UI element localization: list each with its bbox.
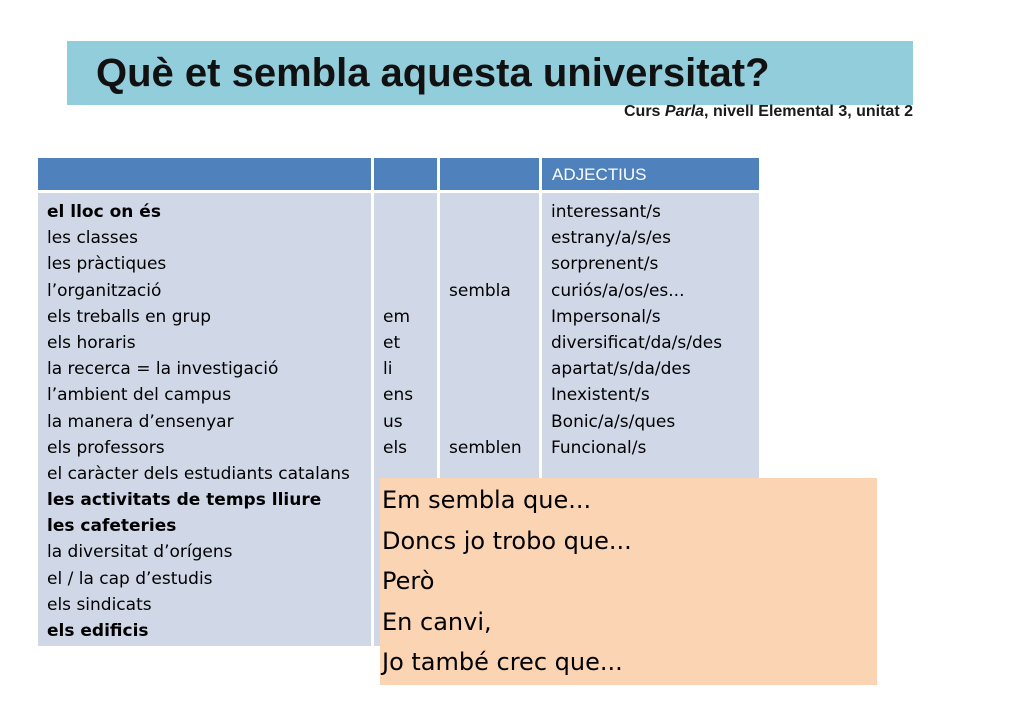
adjective-item: diversificat/da/s/des	[551, 332, 723, 353]
topic-item: l’ambient del campus	[47, 385, 232, 406]
topics-cell	[38, 193, 371, 646]
topic-item: els treballs en grup	[47, 306, 212, 327]
topic-item: les classes	[47, 228, 138, 249]
subtitle-course: Parla	[664, 103, 705, 120]
verb-item	[449, 199, 522, 225]
verb-item	[449, 356, 522, 382]
verbs-list	[449, 199, 522, 461]
pronoun-item	[383, 225, 413, 251]
pronoun-item	[383, 199, 413, 225]
topic-item: la recerca = la investigació	[47, 359, 279, 380]
adjective-item: Funcional/s	[551, 437, 647, 458]
verb-item	[449, 409, 522, 435]
header-cell-topics	[38, 158, 371, 190]
verb-item	[449, 330, 522, 356]
phrases-list	[382, 478, 632, 681]
topic-item: els professors	[47, 437, 165, 458]
pronoun-item: els	[383, 437, 408, 458]
adjective-item: Impersonal/s	[551, 306, 661, 327]
topic-item: els sindicats	[47, 594, 152, 615]
topic-item: la diversitat d’orígens	[47, 542, 233, 563]
topics-list	[47, 199, 350, 644]
adjective-item: curiós/a/os/es...	[551, 280, 685, 301]
topic-item: els edificis	[47, 621, 149, 641]
topic-item: la manera d’ensenyar	[47, 411, 234, 432]
pronoun-item: li	[383, 359, 393, 380]
adjectives-header: ADJECTIUS	[552, 165, 647, 184]
header-cell-adjectives	[542, 158, 759, 190]
topic-item: l’organització	[47, 280, 162, 301]
topic-item: les cafeteries	[47, 516, 177, 537]
pronoun-item	[383, 278, 413, 304]
phrase-item: Però	[382, 567, 435, 595]
phrase-item: Em sembla que...	[382, 486, 592, 514]
pronouns-list	[383, 199, 413, 461]
topic-item: les activitats de temps lliure	[47, 490, 322, 511]
topic-item: el lloc on és	[47, 202, 161, 222]
pronoun-item: ens	[383, 385, 414, 406]
page-title: Què et sembla aquesta universitat?	[96, 51, 770, 95]
phrases-box	[380, 478, 877, 685]
verb-item: sembla	[449, 280, 511, 301]
topic-item: els horaris	[47, 332, 136, 353]
pronoun-item: et	[383, 332, 401, 353]
subtitle-suffix: , nivell Elemental 3, unitat 2	[704, 103, 913, 120]
verb-item: semblen	[449, 437, 522, 458]
pronoun-item: em	[383, 306, 411, 327]
adjective-item: estrany/a/s/es	[551, 228, 671, 249]
adjective-item: interessant/s	[551, 202, 661, 222]
verb-item	[449, 225, 522, 251]
header-cell-verbs	[440, 158, 539, 190]
topic-item: el / la cap d’estudis	[47, 568, 213, 589]
adjectives-list	[551, 199, 722, 461]
pronoun-item: us	[383, 411, 403, 432]
phrase-item: Doncs jo trobo que...	[382, 526, 632, 555]
subtitle-prefix: Curs	[624, 103, 665, 120]
course-subtitle	[624, 103, 913, 121]
verb-item	[449, 382, 522, 408]
phrase-item: En canvi,	[382, 607, 492, 636]
topic-item: les pràctiques	[47, 254, 167, 275]
pronoun-item	[383, 251, 413, 277]
adjective-item: apartat/s/da/des	[551, 359, 691, 380]
adjective-item: Inexistent/s	[551, 385, 650, 406]
header-cell-pronouns	[374, 158, 437, 190]
verb-item	[449, 304, 522, 330]
topic-item: el caràcter dels estudiants catalans	[47, 463, 350, 484]
verb-item	[449, 251, 522, 277]
adjective-item: sorprenent/s	[551, 254, 659, 275]
adjective-item: Bonic/a/s/ques	[551, 411, 676, 432]
phrase-item: Jo també crec que...	[382, 648, 623, 676]
